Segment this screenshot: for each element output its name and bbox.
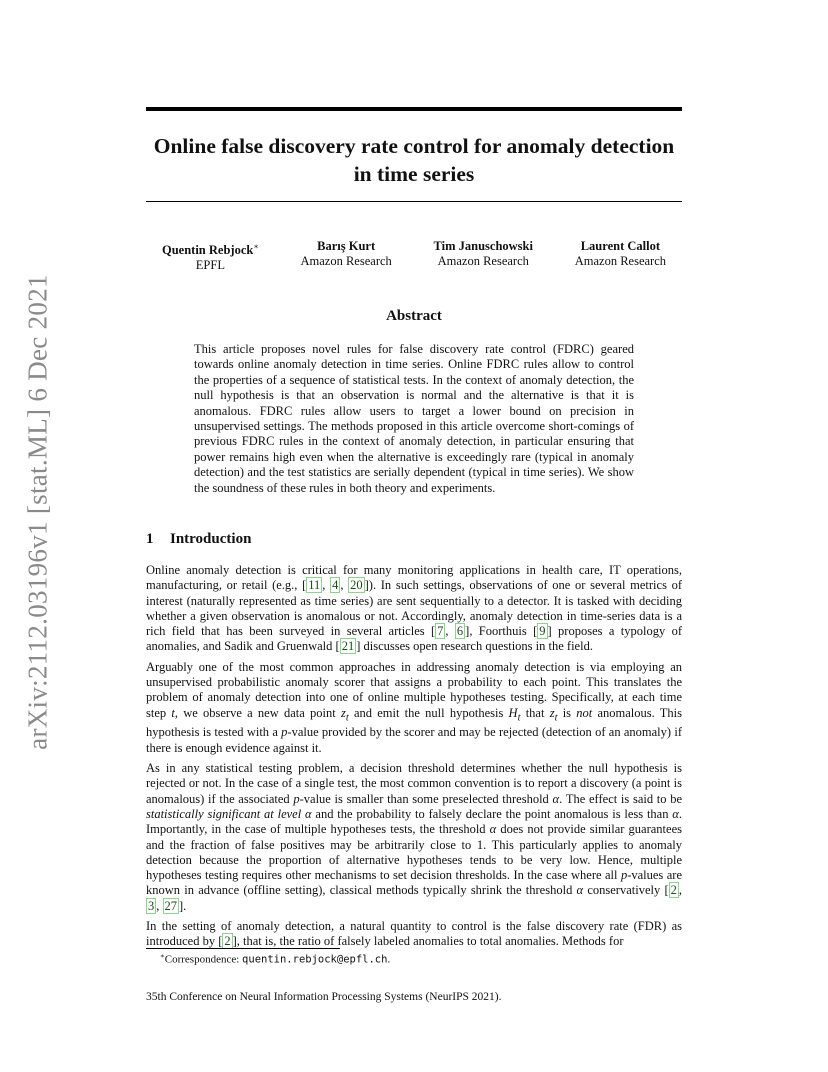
abstract-text: This article proposes novel rules for false discovery rate control (FDRC) geared towards online anomaly detection in time series. Online FDRC rules allow to control the properties of a sequence of statistical tests. In the context of anomaly detection, the null hypothesis is that an observation is normal and the alternative is that it is anomalous. FDRC rules allow users to target a lower bound on precision in unsupervised settings. The methods proposed in this article overcome short-comings of previous FDRC rules in the context of anomaly detection, in particular ensuring that power remains high even when the alternative is exceedingly rare (typical in anomaly detection) and the test statistics are serially dependent (typical in time series). We show the soundness of these rules in both theory and experiments. <box>194 342 634 495</box>
arxiv-identifier <box>20 274 56 750</box>
footnote-rule <box>146 948 340 949</box>
citation-link[interactable]: 21 <box>341 639 355 654</box>
citation-link[interactable]: 2 <box>224 934 231 949</box>
paragraph-1: Online anomaly detection is critical for many monitoring applications in health care, IT operations, manufacturing, or retail (e.g., [ 11 , 4 , 20 ]). In such settings, observations of one or several metrics of interest (naturally represented as time series) are sent sequentially to a detector. It is tasked with deciding whether a given observation is anomalous or not. Accordingly, anomaly detection in time-series data is a rich field that has been surveyed in several articles [ 7 , 6 ], Foorthuis [ 9 ] proposes a typology of anomalies, and Sadik and Gruenwald [ 21 ] discusses open research questions in the field. <box>146 563 683 654</box>
author-name: Laurent Callot <box>580 239 660 253</box>
citation-link[interactable]: 3 <box>148 898 155 913</box>
citation-link[interactable]: 27 <box>164 898 177 913</box>
conference-note: 35th Conference on Neural Information Processing Systems (NeurIPS 2021). <box>146 991 502 1003</box>
email-link[interactable]: quentin.rebjock@epfl.ch <box>242 953 388 966</box>
author-affiliation: Amazon Research <box>574 254 666 268</box>
citation-link[interactable]: 9 <box>539 624 546 639</box>
paragraph-3: As in any statistical testing problem, a decision threshold determines whether the null hypothesis is rejected or not. In the case of a single test, the most common convention is to report a discovery (a point is anomalous) if the associated p-value is smaller than some preselected threshold α. The effect is said to be statistically significant at level α and the probability to falsely declare the point anomalous is less than α. Importantly, in the case of multiple hypotheses tests, the threshold α does not provide similar guarantees and the fraction of false positives may be arbitrarily close to 1. This particularly applies to anomaly detection because the proportion of alternative hypotheses tends to be very low. Hence, multiple hypotheses testing requires other mechanisms to set decision thresholds. In the case where all p-values are known in advance (offline setting), classical methods typically shrink the threshold α conservatively [ 2 , 3 , 27 ]. <box>146 761 682 913</box>
author-name: Barış Kurt <box>317 239 376 253</box>
title-bottom-rule <box>146 201 682 202</box>
author-affiliation: Amazon Research <box>300 254 392 268</box>
citation-link[interactable]: 6 <box>456 624 464 639</box>
citation-link[interactable]: 7 <box>437 624 444 639</box>
author-block <box>559 239 682 273</box>
section-title: Introduction <box>170 531 252 547</box>
abstract-heading: Abstract <box>386 308 442 324</box>
author-block <box>418 239 549 273</box>
author-affiliation: Amazon Research <box>437 254 529 268</box>
arxiv-identifier-text: arXiv:2112.03196v1 [stat.ML] 6 Dec 2021 <box>22 274 53 750</box>
author-block <box>146 239 275 273</box>
citation-link[interactable]: 4 <box>332 578 339 593</box>
paragraph-4: In the setting of anomaly detection, a natural quantity to control is the false discovery rate (FDR) as introduced by [ 2 ], that is, the ratio of falsely labeled anomalies to total anomalies. Methods for <box>146 919 682 949</box>
paper-title: Online false discovery rate control for anomaly detection in time series <box>153 134 675 186</box>
footnote: ∗Correspondence: quentin.rebjock@epfl.ch. <box>160 952 391 966</box>
paragraph-2: Arguably one of the most common approaches in addressing anomaly detection is via employing an unsupervised probabilistic anomaly scorer that assigns a probability to each point. This translates the problem of anomaly detection into one of online multiple hypotheses testing. Specifically, at each time step t, we observe a new data point $z_t$ and emit the null hypothesis $H_t$ that $z_t$ is not anomalous. This hypothesis is tested with a p-value provided by the scorer and may be rejected (detection of an anomaly) if there is enough evidence against it. <box>146 659 682 755</box>
author-name: Quentin Rebjock∗ <box>162 242 259 258</box>
author-list <box>146 239 682 273</box>
citation-link[interactable]: 11 <box>308 578 321 593</box>
citation-link[interactable]: 2 <box>670 883 677 898</box>
author-affiliation: EPFL <box>195 258 225 273</box>
author-block <box>285 239 408 273</box>
footnote-marker[interactable]: ∗ <box>253 242 259 251</box>
citation-link[interactable]: 20 <box>350 578 363 593</box>
author-name: Tim Januschowski <box>433 239 533 253</box>
section-number: 1 <box>146 531 154 547</box>
title-top-rule <box>146 107 682 111</box>
section-body <box>146 563 682 955</box>
section-heading <box>146 531 251 548</box>
